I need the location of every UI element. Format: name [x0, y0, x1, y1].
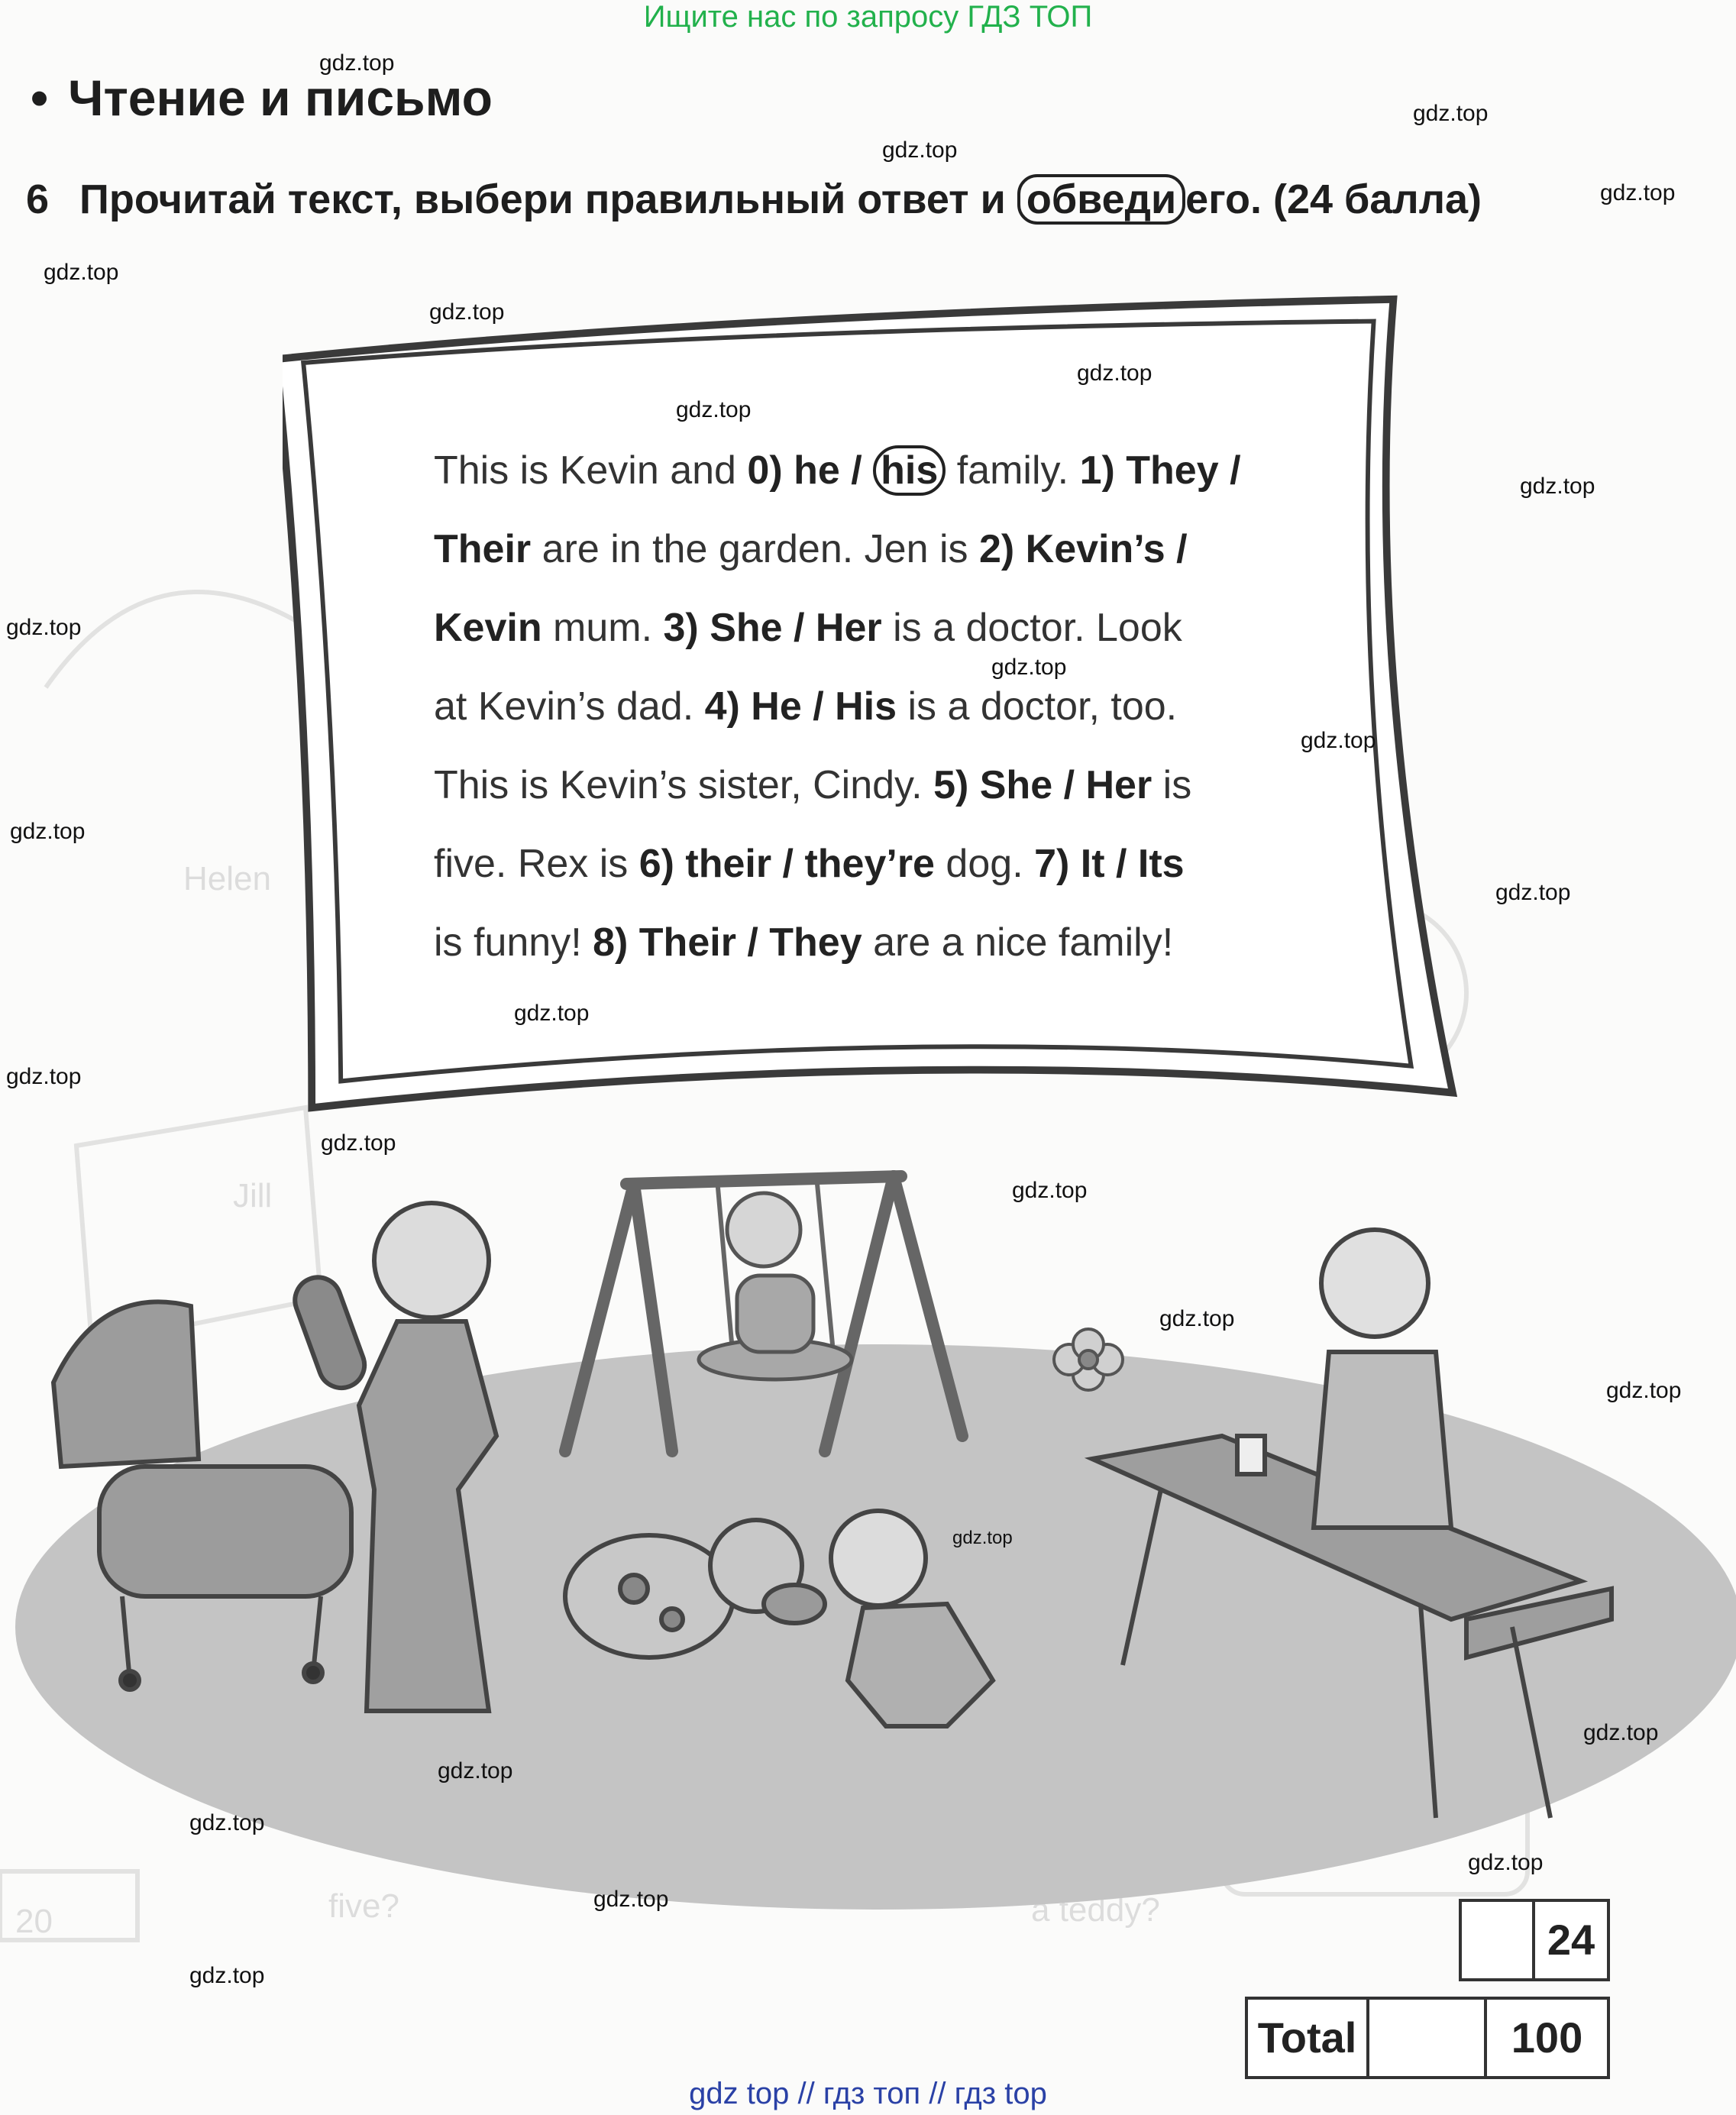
option-separator: / [735, 920, 770, 965]
bleed-word-teddy: a teddy? [1031, 1891, 1160, 1929]
watermark: gdz.top [1413, 101, 1489, 126]
option-separator: / [1165, 527, 1188, 571]
reading-passage [434, 432, 1350, 982]
bleed-name-jill: Jill [233, 1177, 273, 1214]
total-label: Total [1248, 2000, 1369, 2076]
passage-text: is [1152, 763, 1192, 807]
option-7-its[interactable]: Its [1137, 842, 1185, 886]
watermark: gdz.top [438, 1758, 513, 1784]
passage-text: is funny! [434, 920, 593, 965]
circled-word: обведи [1017, 174, 1185, 225]
watermark: gdz.top [6, 1064, 82, 1089]
watermark: gdz.top [6, 615, 82, 640]
option-7-it[interactable]: 7) It [1034, 842, 1105, 886]
passage-text: This is Kevin and [434, 448, 748, 493]
task-score-box [1459, 1899, 1610, 1981]
option-separator: / [1104, 842, 1138, 886]
passage-text: at Kevin’s dad. [434, 684, 705, 729]
task-text-after: его. (24 балла) [1185, 176, 1482, 222]
passage-line-2 [434, 510, 1350, 589]
watermark: gdz.top [44, 260, 119, 285]
task-instruction [26, 174, 1482, 225]
option-3-she[interactable]: 3) She [663, 606, 783, 650]
option-5-she[interactable]: 5) She [933, 763, 1053, 807]
watermark: gdz.top [593, 1887, 669, 1912]
option-example-his-circled[interactable]: his [873, 445, 946, 496]
watermark: gdz.top [1606, 1378, 1682, 1403]
passage-text: is a doctor, too. [897, 684, 1178, 729]
watermark: gdz.top [321, 1130, 396, 1156]
watermark: gdz.top [514, 1001, 590, 1026]
passage-text: are a nice family! [862, 920, 1174, 965]
option-separator: / [839, 448, 874, 493]
section-title-text: Чтение и письмо [68, 70, 493, 126]
watermark: gdz.top [1468, 1850, 1544, 1875]
option-8-their[interactable]: 8) Their [593, 920, 736, 965]
passage-line-7 [434, 904, 1350, 982]
passage-line-1 [434, 432, 1350, 510]
passage-text: mum. [541, 606, 664, 650]
watermark: gdz.top [1012, 1178, 1088, 1203]
option-8-they[interactable]: They [769, 920, 862, 965]
watermark: gdz.top [1077, 361, 1152, 386]
watermark: gdz.top [429, 299, 505, 325]
watermark: gdz.top [189, 1810, 265, 1835]
option-separator: / [782, 606, 816, 650]
option-separator: / [771, 842, 805, 886]
option-example-he[interactable]: 0) he [747, 448, 840, 493]
passage-text: is a doctor. Look [881, 606, 1182, 650]
option-separator: / [1052, 763, 1086, 807]
watermark: gdz.top [1520, 474, 1595, 499]
watermark: gdz.top [1583, 1720, 1659, 1745]
option-1-they[interactable]: 1) They [1079, 448, 1219, 493]
passage-line-3 [434, 589, 1350, 668]
watermark: gdz.top [1301, 728, 1376, 753]
option-5-her[interactable]: Her [1085, 763, 1152, 807]
passage-line-5 [434, 746, 1350, 825]
watermark: gdz.top [1159, 1306, 1235, 1331]
watermark: gdz.top [952, 1528, 1013, 1548]
option-6-their[interactable]: 6) their [638, 842, 772, 886]
watermark: gdz.top [991, 655, 1067, 680]
option-1-their[interactable]: Their [434, 527, 532, 571]
cup-icon [1237, 1436, 1265, 1474]
watermark: gdz.top [1495, 880, 1571, 905]
option-4-his[interactable]: His [835, 684, 897, 729]
watermark: gdz.top [319, 50, 395, 76]
total-score-box [1245, 1997, 1610, 2079]
section-title [31, 69, 493, 127]
bullet-icon: • [31, 70, 49, 126]
option-separator: / [1218, 448, 1241, 493]
search-banner[interactable]: Ищите нас по запросу ГДЗ ТОП [643, 0, 1093, 34]
passage-text: are in the garden. Jen is [531, 527, 979, 571]
watermark: gdz.top [10, 819, 86, 844]
option-2-kevins[interactable]: 2) Kevin’s [978, 527, 1165, 571]
watermark: gdz.top [882, 137, 958, 163]
option-4-he[interactable]: 4) He [704, 684, 802, 729]
total-max: 100 [1511, 2013, 1583, 2062]
score-max: 24 [1547, 1916, 1595, 1964]
score-input-cell[interactable] [1462, 1902, 1535, 1978]
passage-text: This is Kevin’s sister, Cindy. [434, 763, 934, 807]
option-3-her[interactable]: Her [815, 606, 882, 650]
task-text-before: Прочитай текст, выбери правильный ответ и [79, 176, 1006, 222]
option-2-kevin[interactable]: Kevin [434, 606, 542, 650]
footer-links[interactable]: gdz top // гдз топ // гдз top [689, 2077, 1047, 2110]
watermark: gdz.top [189, 1963, 265, 1988]
bleed-score-20: 20 [15, 1903, 53, 1940]
passage-line-6 [434, 825, 1350, 904]
option-6-theyre[interactable]: they’re [804, 842, 935, 886]
watermark: gdz.top [1600, 180, 1676, 205]
watermark: gdz.top [676, 397, 752, 422]
bleed-word-five: five? [328, 1887, 399, 1925]
task-number: 6 [26, 176, 50, 222]
option-separator: / [801, 684, 836, 729]
passage-text: dog. [934, 842, 1035, 886]
bleed-name-helen: Helen [183, 860, 271, 897]
passage-text: five. Rex is [434, 842, 639, 886]
total-input-cell[interactable] [1369, 2000, 1487, 2076]
passage-text: family. [946, 448, 1080, 493]
passage-line-4 [434, 668, 1350, 746]
